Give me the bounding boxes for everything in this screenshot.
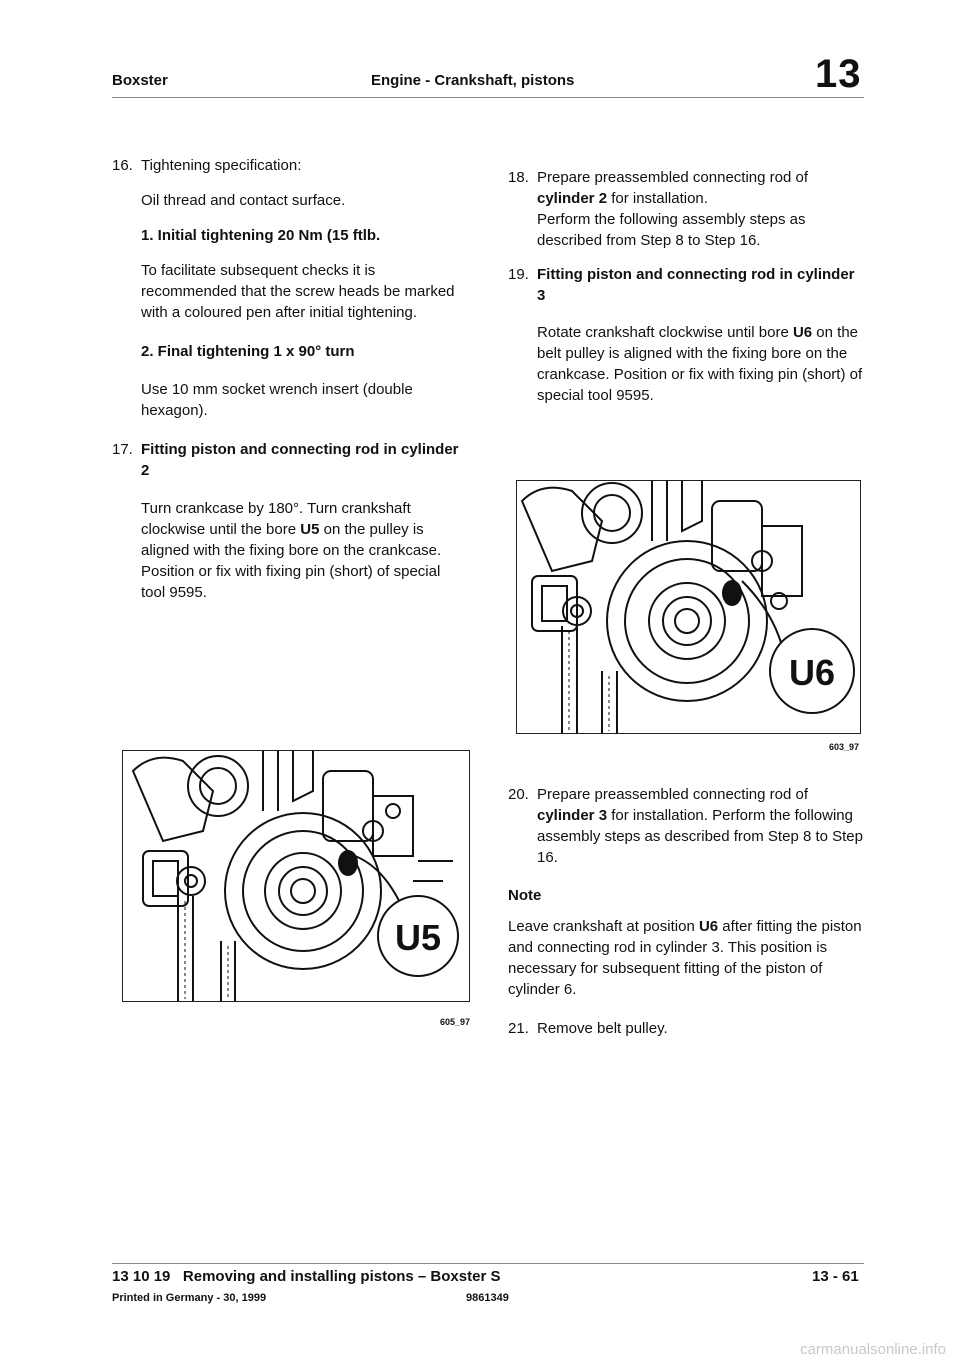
step-number: 18. [508, 169, 529, 186]
step-19-title: Fitting piston and connecting rod in cylinder 3 [537, 266, 855, 304]
step-17-title: Fitting piston and connecting rod in cylinder 2 [141, 441, 459, 479]
figure-u5 [122, 750, 470, 1002]
step-21 [508, 1018, 864, 1039]
figure-callout-u6: U6 [788, 652, 836, 693]
step-number: 21. [508, 1020, 529, 1037]
step-19-text: Rotate crankshaft clockwise until bore U6 on the belt pulley is aligned with the fixing bore on the crankcase. Position or fix with fixing pin (short) of special tool 9595. [537, 324, 863, 404]
figure-id-605: 605_97 [440, 1017, 471, 1027]
step-18-text: Prepare preassembled connecting rod of cylinder 2 for installation. [537, 169, 808, 207]
step-number: 19. [508, 266, 529, 283]
step-16-initial: 1. Initial tightening 20 Nm (15 ftlb. [141, 227, 381, 244]
step-16 [112, 155, 462, 421]
engine-pulley-illustration [123, 751, 469, 1001]
step-16-title: Tightening specification: [141, 157, 302, 174]
note-text: Leave crankshaft at position U6 after fitting the piston and connecting rod in cylinder 3. This position is necessary for subsequent fitting of the piston of cylinder 6. [508, 918, 862, 998]
step-16-socket: Use 10 mm socket wrench insert (double hexagon). [141, 381, 413, 419]
step-number: 17. [112, 441, 133, 458]
footer-code: 13 10 19 [112, 1268, 171, 1285]
step-number: 16. [112, 157, 133, 174]
step-16-final: 2. Final tightening 1 x 90° turn [141, 343, 355, 360]
right-column [508, 167, 864, 406]
engine-pulley-illustration [517, 481, 860, 733]
figure-callout-u5: U5 [394, 917, 442, 958]
step-16-check: To facilitate subsequent checks it is recommended that the screw heads be marked with a coloured pen after initial tightening. [141, 262, 455, 321]
step-20-text: Prepare preassembled connecting rod of cylinder 3 for installation. Perform the following assembly steps as described from Step 8 to Step 16. [537, 786, 863, 866]
step-18-detail: Perform the following assembly steps as described from Step 8 to Step 16. [537, 211, 806, 249]
right-column-lower [508, 784, 864, 1039]
header-title: Engine - Crankshaft, pistons [371, 72, 575, 89]
figure-u6 [516, 480, 861, 734]
footer-section: Removing and installing pistons – Boxster S [182, 1268, 501, 1285]
step-number: 20. [508, 786, 529, 803]
step-17-text: Turn crankcase by 180°. Turn crankshaft clockwise until the bore U5 on the pulley is aligned with the fixing bore on the crankcase. Position or fix with fixing pin (short) of special tool 9595. [141, 500, 442, 601]
footer-page-number: 13 - 61 [812, 1268, 859, 1285]
step-17 [112, 439, 462, 603]
left-column [112, 155, 462, 603]
footer-rule [112, 1263, 864, 1264]
header-rule [112, 97, 864, 98]
watermark: carmanualsonline.info [800, 1341, 946, 1358]
note-title: Note [508, 887, 542, 904]
figure-id-603: 603_97 [829, 742, 860, 752]
step-19 [508, 264, 864, 406]
step-18 [508, 167, 864, 251]
step-21-text: Remove belt pulley. [537, 1020, 668, 1037]
header-brand: Boxster [112, 72, 168, 89]
footer-title [112, 1268, 500, 1285]
step-16-oil: Oil thread and contact surface. [141, 192, 346, 209]
footer-printed: Printed in Germany - 30, 1999 [112, 1292, 267, 1304]
chapter-number: 13 [815, 52, 862, 96]
step-20 [508, 784, 864, 868]
footer-doc-number: 9861349 [466, 1292, 509, 1304]
